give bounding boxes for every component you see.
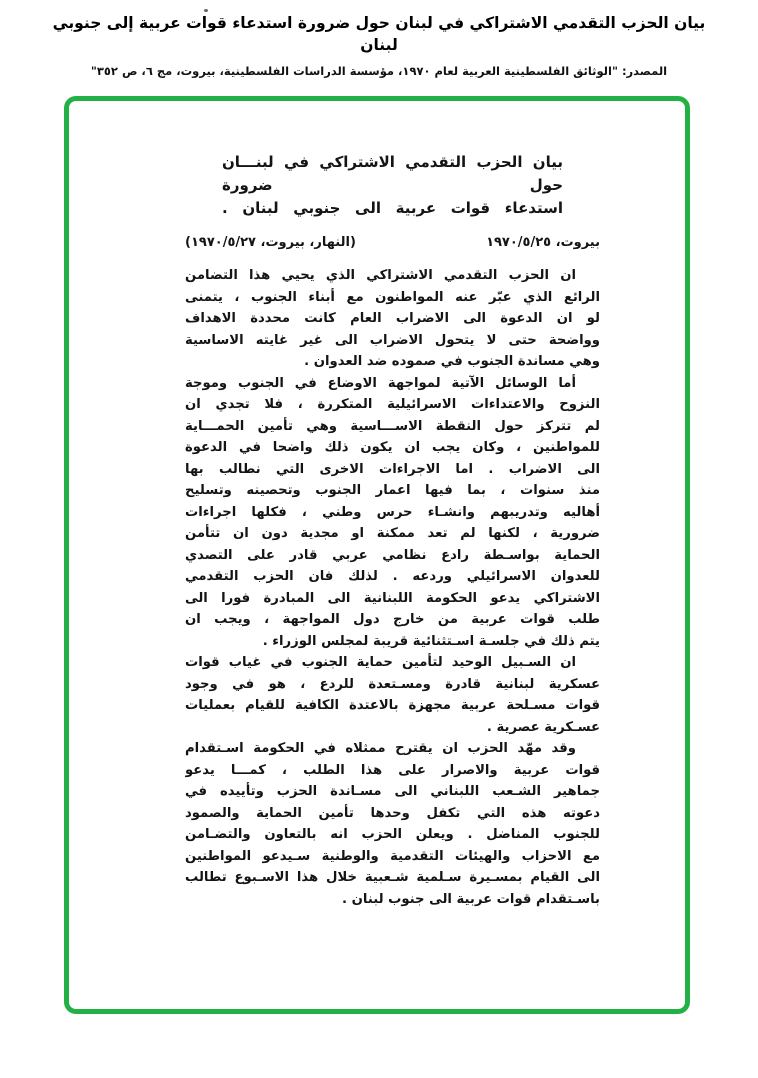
paragraph [185,265,600,373]
text-line: النزوح والاعتداءات الاسرائيلية المتكررة ، فلا تجدي ان [185,397,600,412]
text-line: ضرورية ، لكنها لم تعد ممكنة او مجدية دون ان تتأمن [185,526,600,541]
page-header [0,12,758,79]
text-line: قوات مسـلحة عربية مجهزة بالاعتدة الكافية للقيام بعمليات [185,698,600,713]
dateline-place-date: بيروت، ١٩٧٠/٥/٢٥ [486,235,600,250]
document-title-line-1: بيان الحزب التقدمي الاشتراكي في لبنـــان حول ضرورة [222,153,563,194]
text-line: منذ سنوات ، بما فيها اعمار الجنوب وتحصينه وتسليح [185,483,600,498]
text-line: أهاليه وتدريبهم وانشـاء حرس وطني ، فكلها اجراءات [185,504,600,520]
source-citation: المصدر: "الوثائق الفلسطينية العربية لعام ١٩٧٠، مؤسسة الدراسات الفلسطينية، بيروت، مج ٦، ص ٣٥٢" [90,64,668,78]
dateline-publication: (النهار، بيروت، ١٩٧٠/٥/٢٧) [185,235,356,250]
paragraph [185,373,600,653]
text-line: وقد مهّد الحزب ان يقترح ممثلاه في الحكومة اسـتقدام [185,741,576,756]
text-line: لم تتركز حول النقطة الاســـاسية وهي تأمين الحمـــاية [185,418,600,434]
text-line: وهي مساندة الجنوب في صموده ضد العدوان . [304,354,600,369]
text-line: أما الوسائل الآتية لمواجهة الاوضاع في الجنوب وموجة [185,375,576,391]
text-line: الاشتراكي يدعو الحكومة اللبنانية الى المبادرة فورا الى [185,590,600,606]
document-scan [185,151,600,910]
text-line: عسـكرية عصرية . [486,719,600,735]
text-line: مع الاحزاب والهيئات التقدمية والوطنية سـيدعو المواطنين [185,848,600,864]
document-title-line-2: استدعاء قوات عربية الى جنوبي لبنان . [222,199,563,217]
text-line: الى الاضراب . اما الاجراءات الاخرى التي نطالب بها [185,461,600,477]
text-line: وواضحة حتى لا يتحول الاضراب الى غير غايته الاساسية [185,332,600,348]
text-line: لو ان الدعوة الى الاضراب العام كانت محددة الاهداف [185,311,600,326]
text-line: الحماية بواسـطة رادع نظامي عربي قادر على التصدي [185,547,600,563]
document-frame [64,96,690,1014]
text-line: عسكرية لبنانية قادرة ومسـتعدة للردع ، هو في وجود [185,676,600,692]
text-line: طلب قوات عربية من خارج دول المواجهة ، ويجب ان [185,612,600,627]
text-line: قوات عربية والاصرار على هذا الطلب ، كمـــا يدعو [185,762,600,778]
dateline [185,233,600,253]
text-line: للعدوان الاسرائيلي وردعه . لذلك فان الحزب التقدمي [185,569,600,584]
page-title: بيان الحزب التقدمي الاشتراكي في لبنان حول ضرورة استدعاء قوات عربية إلى جنوبي لبنان [52,14,706,54]
text-line: ان الحزب التقدمي الاشتراكي الذي يحيي هذا التضامن [185,268,576,283]
text-line: للجنوب المناضل . ويعلن الحزب انه بالتعاون والتضـامن [185,827,600,842]
text-line: يتم ذلك في جلسـة اسـتثنائية قريبة لمجلس الوزراء . [262,633,600,649]
paragraph [185,652,600,738]
text-line: للمواطنين ، وكان يجب ان يكون ذلك واضحا في الدعوة [185,440,600,455]
text-line: الرائع الذي عبّر عنه المواطنون مع أبناء الجنوب ، يتمنى [185,289,600,305]
text-line: دعوته هذه التي تكفل وحدها تأمين الحماية والصمود [185,805,600,821]
text-line: جماهير الشـعب اللبناني الى مسـاندة الحزب وتأييده في [185,784,600,799]
text-line: الى القيام بمسـيرة سـلمية شـعبية خلال هذا الاسـبوع تطالب [185,870,600,885]
text-line: ان السـبيل الوحيد لتأمين حماية الجنوب في غياب قوات [185,655,576,670]
paragraph [185,738,600,910]
document-title [222,151,563,220]
document-body [185,265,600,910]
text-line: باسـتقدام قوات عربية الى جنوب لبنان . [342,891,600,907]
